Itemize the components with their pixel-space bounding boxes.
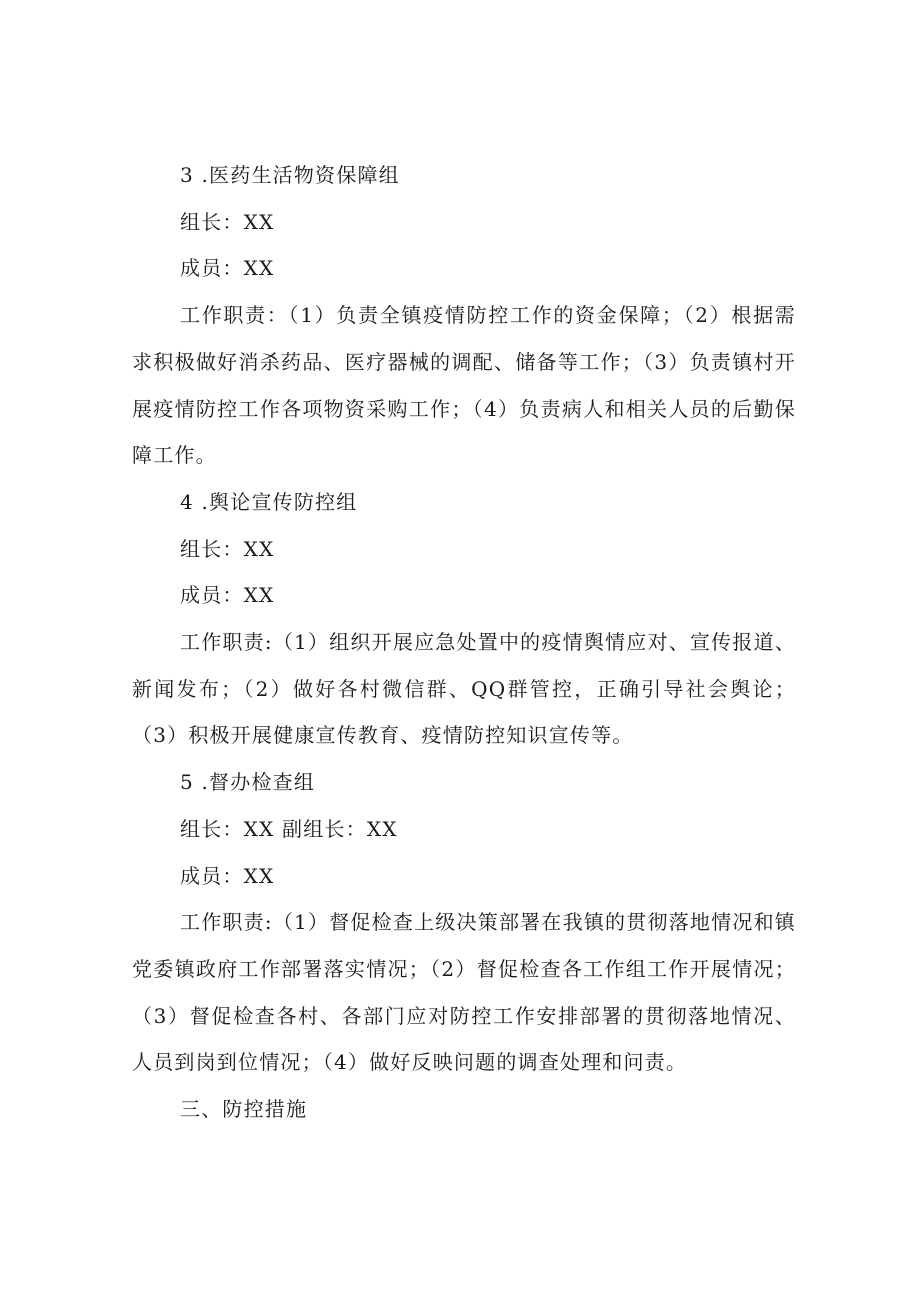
document-page bbox=[132, 152, 796, 1133]
section-heading: 4 .舆论宣传防控组 bbox=[180, 489, 358, 514]
chapter-heading: 三、防控措施 bbox=[180, 1097, 308, 1122]
duties-paragraph: 工作职责:（1）组织开展应急处置中的疫情舆情应对、宣传报道、新闻发布；（2）做好各村微信群、QQ群管控，正确引导社会舆论；（3）积极开展健康宣传教育、疫情防控知识宣传等。 bbox=[132, 630, 796, 748]
leader-line: 组长：XX 副组长：XX bbox=[180, 816, 398, 841]
section-heading: 5 .督办检查组 bbox=[180, 770, 316, 795]
duties-paragraph: 工作职责:（1）督促检查上级决策部署在我镇的贯彻落地情况和镇党委镇政府工作部署落实情况；（2）督促检查各工作组工作开展情况；（3）督促检查各村、各部门应对防控工作安排部署的贯彻落地情况、人员到岗到位情况；（4）做好反映问题的调查处理和问责。 bbox=[132, 910, 796, 1075]
members-line: 成员：XX bbox=[180, 863, 275, 888]
leader-line: 组长：XX bbox=[180, 209, 275, 234]
leader-line: 组长：XX bbox=[180, 536, 275, 561]
members-line: 成员：XX bbox=[180, 256, 275, 281]
section-heading: 3 .医药生活物资保障组 bbox=[180, 163, 400, 187]
members-line: 成员：XX bbox=[180, 583, 275, 608]
duties-paragraph: 工作职责：（1）负责全镇疫情防控工作的资金保障；（2）根据需求积极做好消杀药品、医疗器械的调配、储备等工作；（3）负责镇村开展疫情防控工作各项物资采购工作；（4）负责病人和相关人员的后勤保障工作。 bbox=[132, 303, 796, 468]
